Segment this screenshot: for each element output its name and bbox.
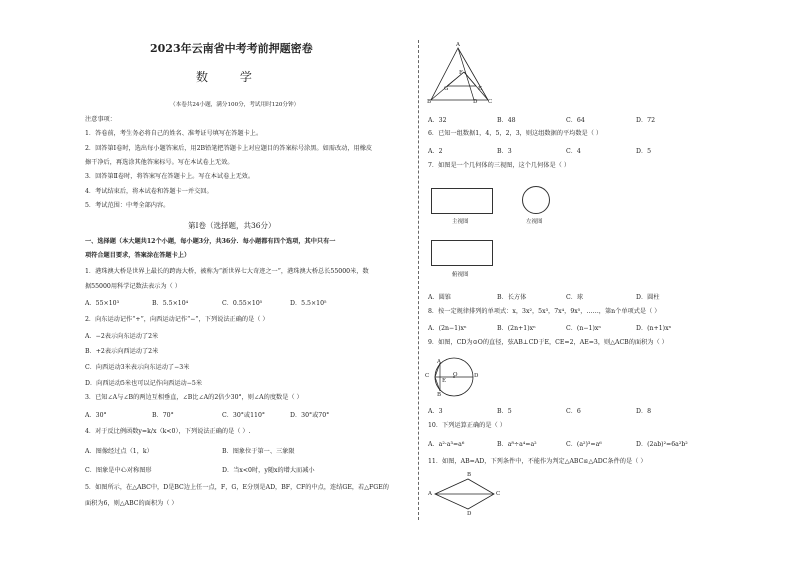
figure-label: D: [473, 99, 478, 105]
figure-label: C: [488, 99, 493, 105]
q8-option-b: B．(2n+1)xⁿ: [497, 325, 536, 332]
figure-label: B: [467, 472, 472, 478]
q8-text: 8．按一定规律排列的单项式：x，3x²，5x³，7x⁴，9x⁵，……，第n个单项式是（ ）: [428, 308, 661, 315]
note-item: 4．考试结束后，将本试卷和答题卡一并交回。: [85, 188, 213, 195]
note-item: 2．回答第Ⅰ卷时，选出每小题答案后，用2B铅笔把答题卡上对应题目的答案标号涂黑。如需改动，用橡皮: [85, 145, 373, 152]
figure-label: B: [427, 99, 432, 105]
note-item: 5．考试范围：中考全部内容。: [85, 202, 170, 209]
q3-option-d: D．30°或70°: [290, 412, 330, 419]
front-view-rectangle: [431, 188, 493, 214]
note-item: 3．回答第Ⅱ卷时，将答案写在答题卡上。写在本试卷上无效。: [85, 173, 255, 180]
top-view-rectangle: [431, 240, 493, 266]
figure-label: G: [444, 86, 449, 92]
q9-option-a: A．3: [428, 408, 443, 415]
q7-text: 7．如图是一个几何体的三视图，这个几何体是（ ）: [428, 162, 571, 169]
figure-label: O: [453, 372, 458, 378]
q4-option-d: D．当x<0时，y随x的增大而减小: [222, 467, 315, 474]
q11-text: 11．如图，AB=AD，下列条件中，不能作为判定△ABC≌△ADC条件的是（ ）: [428, 458, 647, 465]
q1-option-d: D．5.5×10⁵: [290, 300, 327, 307]
page-title: 2023年云南省中考考前押题密卷: [150, 42, 313, 55]
figure-label: D: [474, 373, 479, 379]
q10-option-a: A．a²·a³=a⁶: [428, 441, 465, 448]
q5-option-b: B．48: [497, 117, 516, 124]
q5-text: 5．如图所示，在△ABC中，D是BC边上任一点，F，G，E分别是AD，BF，CF的中点，连结GE，若△FGE的: [85, 484, 389, 491]
q7-option-b: B．长方体: [497, 294, 527, 301]
figure-label: E: [478, 86, 483, 92]
q6-option-b: B．3: [497, 148, 512, 155]
figure-label: D: [467, 511, 472, 517]
q5-option-c: C．64: [566, 117, 585, 124]
side-view-circle: [522, 186, 550, 214]
q9-option-b: B．5: [497, 408, 512, 415]
kite-figure: [432, 475, 502, 515]
q5-option-d: D．72: [636, 117, 656, 124]
q1-option-a: A．55×10³: [85, 300, 120, 307]
q9-option-c: C．6: [566, 408, 581, 415]
q6-text: 6．已知一组数据1，4，5，2，3，则这组数据的平均数是（ ）: [428, 130, 603, 137]
figure-label: E: [442, 378, 447, 384]
exam-info: （本卷共24小题，满分100分，考试用时120分钟）: [170, 102, 300, 108]
q4-text: 4．对于反比例函数y=k/x（k<0），下列说法正确的是（ ）.: [85, 428, 251, 435]
q4-option-c: C．图象是中心对称图形: [85, 467, 152, 474]
q3-option-b: B．70°: [152, 412, 174, 419]
figure-label: B: [437, 392, 442, 398]
column-divider: [418, 40, 419, 520]
q10-option-d: D．(2ab)²=6a²b²: [636, 441, 688, 448]
q4-option-b: B．图象位于第一、三象限: [222, 448, 295, 455]
q1-text: 据55000用科学记数法表示为（ ）: [85, 283, 181, 290]
section-title: 第Ⅰ卷（选择题，共36分）: [188, 221, 276, 230]
q9-option-d: D．8: [636, 408, 652, 415]
q7-option-a: A．圆锥: [428, 294, 452, 301]
q2-option-b: B．+2表示向西运动了2米: [85, 348, 159, 355]
q6-option-d: D．5: [636, 148, 652, 155]
notes-heading: 注意事项：: [85, 116, 116, 123]
note-item: 1．答卷前，考生务必将自己的姓名、准考证号填写在答题卡上。: [85, 130, 263, 137]
q3-text: 3．已知∠A与∠B的两边互相垂直，∠B比∠A的2倍少30°，则∠A的度数是（ ）: [85, 394, 303, 401]
q2-option-c: C．向西运动3米表示向东运动了−3米: [85, 364, 190, 371]
figure-label: A: [437, 359, 441, 365]
figure-label: C: [496, 491, 501, 497]
q2-option-d: D．向西运动5米也可以记作向西运动−5米: [85, 380, 203, 387]
q7-option-c: C．球: [566, 294, 584, 301]
q6-option-c: C．4: [566, 148, 581, 155]
q4-option-a: A．图像经过点（1，k）: [85, 448, 153, 455]
note-item: 擦干净后，再选涂其他答案标号。写在本试卷上无效。: [85, 159, 234, 166]
q9-text: 9．如图，CD为⊙O的直径，弦AB⊥CD于E，CE=2，AE=3，则△ACB的面积为（ ）: [428, 339, 668, 346]
q10-text: 10．下列运算正确的是（ ）: [428, 422, 506, 429]
figure-label: A: [428, 491, 432, 497]
subject-title: 数 学: [196, 70, 266, 84]
q3-option-c: C．30°或110°: [222, 412, 265, 419]
q2-text: 2．向东运动记作“+”，向西运动记作“−”，下列说法正确的是（ ）: [85, 316, 269, 323]
q1-option-c: C．0.55×10⁵: [222, 300, 263, 307]
q5-option-a: A．32: [428, 117, 447, 124]
figure-label: F: [459, 70, 463, 76]
q5-text: 面积为6，则△ABC的面积为（ ）: [85, 500, 178, 507]
q8-option-a: A．(2n−1)xⁿ: [428, 325, 467, 332]
q10-option-c: C．(a²)³=a⁶: [566, 441, 602, 448]
figure-label: A: [456, 42, 460, 48]
side-view-label: 左视图: [526, 219, 543, 225]
q3-option-a: A．30°: [85, 412, 107, 419]
figure-label: C: [425, 373, 430, 379]
top-view-label: 俯视图: [452, 272, 469, 278]
section-instruction: 项符合题目要求，答案涂在答题卡上）: [85, 252, 191, 259]
q8-option-d: D．(n+1)xⁿ: [636, 325, 672, 332]
q1-option-b: B．5.5×10⁴: [152, 300, 189, 307]
q6-option-a: A．2: [428, 148, 443, 155]
q8-option-c: C．(n−1)xⁿ: [566, 325, 602, 332]
q2-option-a: A．−2表示向东运动了2米: [85, 333, 159, 340]
q7-option-d: D．圆柱: [636, 294, 660, 301]
section-instruction: 一、选择题（本大题共12个小题，每小题3分，共36分．每小题都有四个选项，其中只有一: [85, 238, 336, 245]
q1-text: 1．港珠澳大桥是世界上最长的跨海大桥，被称为“新世界七大奇迹之一”，港珠澳大桥总长55000米，数: [85, 268, 369, 275]
front-view-label: 主视图: [452, 219, 469, 225]
q10-option-b: B．a⁸÷a⁴=a²: [497, 441, 537, 448]
